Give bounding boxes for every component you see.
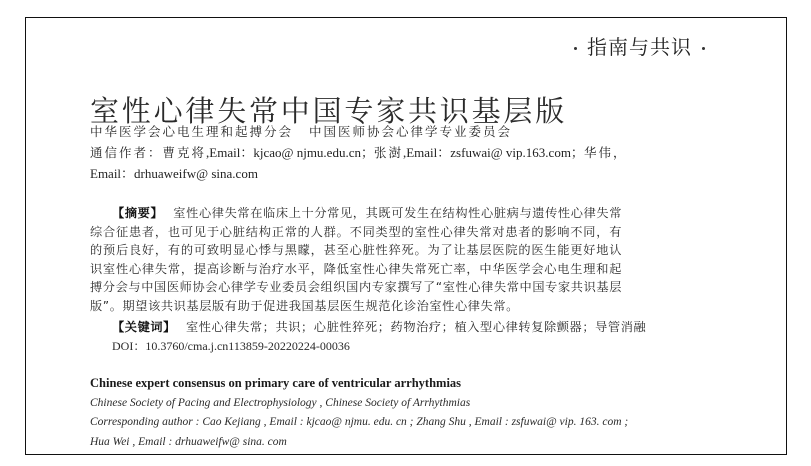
author-name: 华伟 <box>583 145 613 160</box>
bullet-dot-icon <box>574 47 577 50</box>
author-block <box>90 121 627 184</box>
english-corresponding-line: Hua Wei , Email : drhuaweifw@ sina. com <box>90 435 287 448</box>
author-organizations <box>90 121 627 142</box>
keywords-text: 室性心律失常；共识；心脏性猝死；药物治疗；植入型心律转复除颤器；导管消融 <box>185 320 647 334</box>
article-title: 室性心律失常中国专家共识基层版 <box>90 94 568 129</box>
abstract-label: 【摘要】 <box>112 206 164 220</box>
column-tag <box>564 31 715 60</box>
author-email[interactable]: ,Email：zsfuwai@ vip.163.com； <box>402 145 584 160</box>
english-title: Chinese expert consensus on primary care of ventricular arrhythmias <box>90 376 462 390</box>
keywords <box>112 318 646 337</box>
organization: 中国医师协会心律学专业委员会 <box>309 124 513 139</box>
corresponding-author-email-line <box>90 163 627 184</box>
abstract <box>90 204 622 316</box>
english-societies: Chinese Society of Pacing and Electrophysiology , Chinese Society of Arrhythmias <box>90 396 471 409</box>
bullet-dot-icon <box>702 47 705 50</box>
column-tag-label: 指南与共识 <box>587 35 692 59</box>
keywords-label: 【关键词】 <box>112 320 176 334</box>
corresponding-authors: 通信作者：曹克将,Email：kjcao@ njmu.edu.cn；张澍,Email：zsfuwai@ vip.163.com；华伟， <box>90 145 628 160</box>
doi[interactable]: DOI：10.3760/cma.j.cn113859-20220224-00036 <box>112 339 350 353</box>
author-email[interactable]: ,Email：kjcao@ njmu.edu.cn； <box>206 145 374 160</box>
english-metadata <box>90 374 628 452</box>
author-name: 张澍 <box>373 145 403 160</box>
author-name: 曹克将 <box>162 145 207 160</box>
corresponding-label: 通信作者： <box>90 145 163 160</box>
author-email[interactable]: Email：drhuaweifw@ sina.com <box>90 166 258 181</box>
english-corresponding-line: Corresponding author : Cao Kejiang , Email : kjcao@ njmu. edu. cn ; Zhang Shu , Email : zsfuwai@ vip. 163. com ; <box>90 416 629 428</box>
organization: 中华医学会心电生理和起搏分会 <box>90 124 294 139</box>
abstract-text: 室性心律失常在临床上十分常见，其既可发生在结构性心脏病与遗传性心律失常综合征患者，也可见于心脏结构正常的人群。不同类型的室性心律失常对患者的影响不同，有的预后良好，有的可致明显心悸与黑矇，甚至心脏性猝死。为了让基层医院的医生能更好地认识室性心律失常，提高诊断与治疗水平，降低室性心律失常死亡率，中华医学会心电生理和起搏分会与中国医师协会心律学专业委员会组织国内专家撰写了“室性心律失常中国专家共识基层版”。期望该共识基层版有助于促进我国基层医生规范化诊治室性心律失常。 <box>90 206 623 313</box>
